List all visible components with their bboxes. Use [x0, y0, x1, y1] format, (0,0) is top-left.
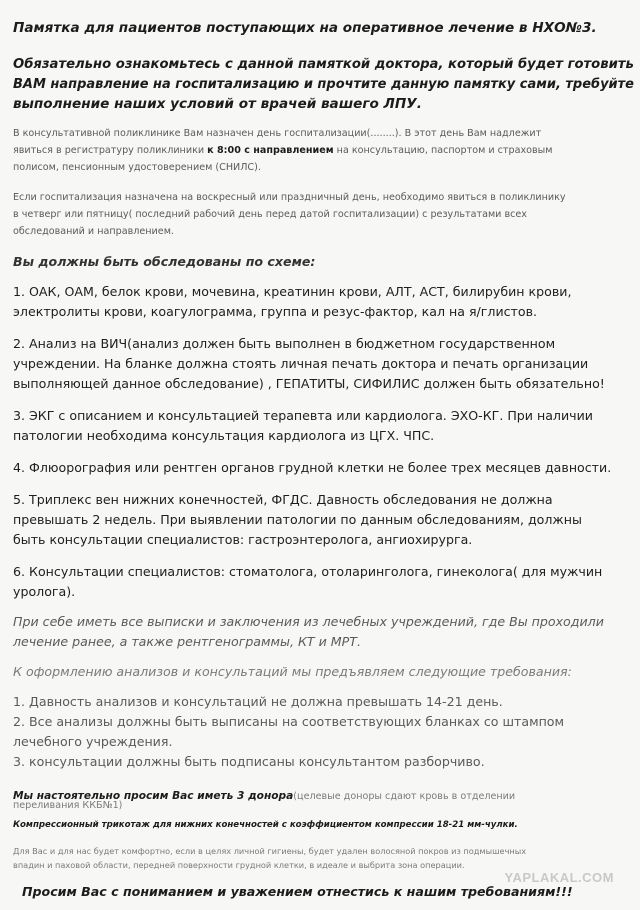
item-2-line-3: выполняющей данное обследование) , ГЕПАТИТЫ, СИФИЛИС должен быть обязательно!: [13, 376, 605, 391]
item-3-line-2: патологии необходима консультация кардиолога из ЦГХ. ЧПС.: [13, 428, 435, 443]
consult-line-3: полисом, пенсионным удостоверением (СНИЛС).: [13, 162, 261, 173]
donors-note: (целевые доноры сдают кровь в отделении: [293, 791, 516, 802]
weekend-line-2: в четверг или пятницу( последний рабочий день перед датой госпитализации) с результатами всех: [13, 209, 527, 220]
requirement-1: 1. Давность анализов и консультаций не должна превышать 14-21 день.: [13, 694, 503, 709]
comfort-line-1: Для Вас и для нас будет комфортно, если в целях личной гигиены, будет удален волосяной покров из подмышечных: [13, 846, 527, 856]
item-5-line-3: быть консультации специалистов: гастроэнтеролога, ангиохирурга.: [13, 532, 473, 547]
weekend-line-1: Если госпитализация назначена на воскресный или праздничный день, необходимо явиться в поликлинику: [13, 192, 566, 203]
item-1-line-1: 1. ОАК, ОАМ, белок крови, мочевина, креатинин крови, АЛТ, АСТ, билирубин крови,: [13, 284, 572, 299]
item-2-line-2: учреждении. На бланке должна стоять личная печать доктора и печать организации: [13, 356, 589, 371]
consult-line-2-end: на консультацию, паспортом и страховым: [333, 145, 553, 156]
intro-line-2: ВАМ направление на госпитализацию и прочтите данную памятку сами, требуйте: [13, 76, 634, 92]
consult-line-2: [13, 145, 553, 156]
scheme-heading: Вы должны быть обследованы по схеме:: [13, 254, 316, 269]
requirement-2: 2. Все анализы должны быть выписаны на соответствующих бланках со штампом: [13, 714, 565, 729]
item-2-line-1: 2. Анализ на ВИЧ(анализ должен быть выполнен в бюджетном государственном: [13, 336, 556, 351]
memo-title: Памятка для пациентов поступающих на оперативное лечение в НХО№3.: [13, 20, 597, 36]
item-3-line-1: 3. ЭКГ с описанием и консультацией терапевта или кардиолога. ЭХО-КГ. При наличии: [13, 408, 593, 423]
donors-line-2: переливания ККБ№1): [13, 800, 123, 811]
item-6-line-2: уролога).: [13, 584, 76, 599]
requirement-3: 3. консультации должны быть подписаны консультантом разборчиво.: [13, 754, 485, 769]
item-1-line-2: электролиты крови, коагулограмма, группа и резус-фактор, кал на я/глистов.: [13, 304, 538, 319]
compression-note: Компрессионный трикотаж для нижних конечностей с коэффициентом компрессии 18-21 мм-чулки.: [13, 820, 518, 830]
weekend-line-3: обследований и направлением.: [13, 226, 174, 237]
consult-line-1: В консультативной поликлинике Вам назначен день госпитализации(........). В этот день Вам надлежит: [13, 128, 542, 139]
item-5-line-2: превышать 2 недель. При выявлении патологии по данным обследованиям, должны: [13, 512, 582, 527]
item-5-line-1: 5. Триплекс вен нижних конечностей, ФГДС. Давность обследования не должна: [13, 492, 553, 507]
intro-line-1: Обязательно ознакомьтесь с данной памяткой доктора, который будет готовить: [13, 56, 634, 72]
carry-note-line-2: лечение ранее, а также рентгенограммы, КТ и МРТ.: [13, 634, 361, 649]
closing-request: Просим Вас с пониманием и уважением отнестись к нашим требованиям!!!: [22, 884, 573, 899]
item-4-line-1: 4. Флюорография или рентген органов грудной клетки не более трех месяцев давности.: [13, 460, 612, 475]
consult-time-emphasis: к 8:00 с направлением: [207, 145, 334, 156]
carry-note-line-1: При себе иметь все выписки и заключения из лечебных учреждений, где Вы проходили: [13, 614, 604, 629]
consult-line-2-start: явиться в регистратуру поликлиники: [13, 145, 208, 156]
intro-line-3: выполнение наших условий от врачей вашего ЛПУ.: [13, 96, 422, 112]
item-6-line-1: 6. Консультации специалистов: стоматолога, отоларинголога, гинеколога( для мужчин: [13, 564, 603, 579]
requirement-2-cont: лечебного учреждения.: [13, 734, 173, 749]
site-watermark: YAPLAKAL.COM: [504, 870, 614, 885]
requirements-heading: К оформлению анализов и консультаций мы предъявляем следующие требования:: [13, 664, 572, 679]
comfort-line-2: впадин и паховой области, передней поверхности грудной клетки, в идеале и выбрита зона операции.: [13, 860, 465, 870]
donors-request: Мы настоятельно просим Вас иметь 3 донора: [13, 790, 294, 802]
